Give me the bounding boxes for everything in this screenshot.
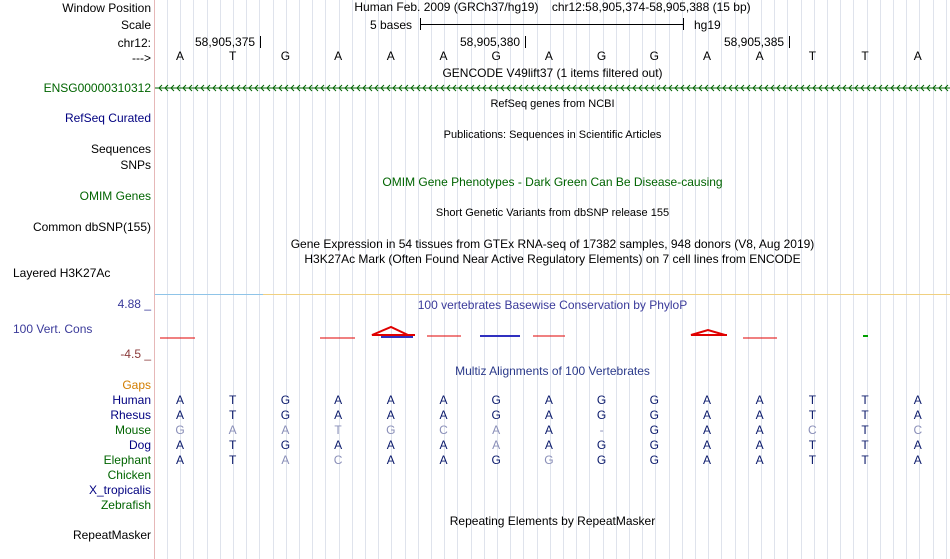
h3k27ac-signal-left [155,294,263,295]
refseq-track-title: RefSeq genes from NCBI [490,98,615,110]
alignment-base: T [861,438,869,452]
alignment-base: T [229,453,237,467]
reference-base: T [861,49,869,63]
alignment-base: G [386,423,396,437]
track-labels-panel [0,0,155,559]
alignment-base: A [544,408,553,422]
omim-label[interactable]: OMIM Genes [79,189,151,203]
alignment-base: A [439,438,448,452]
scale-label: Scale [120,18,151,32]
refseq-label[interactable]: RefSeq Curated [64,111,151,125]
alignment-base: A [386,393,395,407]
alignment-base: T [861,408,869,422]
alignment-base: - [599,423,604,437]
alignment-base: T [229,393,237,407]
alignment-base: T [861,393,869,407]
alignment-base: G [596,408,607,422]
h3k27ac-track-title: H3K27Ac Mark (Often Found Near Active Regulatory Elements) on 7 cell lines from ENCODE [304,252,801,266]
alignment-base: A [544,438,553,452]
alignment-base: A [439,453,448,467]
species-label-zebrafish[interactable]: Zebrafish [100,498,151,512]
alignment-base: A [755,453,764,467]
reference-base: G [491,49,501,63]
scale-bar-left-tick [420,18,421,30]
browser-track-panel[interactable] [155,0,950,559]
alignment-base: G [175,423,185,437]
gencode-track-title: GENCODE V49lift37 (1 items filtered out) [442,66,663,80]
alignment-base: A [702,393,711,407]
alignment-base: G [491,393,501,407]
reference-base: G [649,49,659,63]
cons-max-label: 4.88 _ [117,297,151,311]
alignment-base: A [702,453,711,467]
phylop-track-title: 100 vertebrates Basewise Conservation by PhyloP [417,298,688,312]
coord-2-tick [525,36,526,48]
sequences-label[interactable]: Sequences [90,142,151,156]
gaps-label[interactable]: Gaps [122,378,151,392]
alignment-base: A [334,438,343,452]
alignment-base: A [492,423,501,437]
coord-1-tick [260,36,261,48]
alignment-base: T [808,453,817,467]
alignment-base: A [913,408,922,422]
alignment-base: T [229,438,237,452]
layered-label[interactable]: Layered H3K27Ac [13,266,111,280]
species-label-dog[interactable]: Dog [128,438,151,452]
assembly-text: Human Feb. 2009 (GRCh37/hg19) [354,0,539,14]
alignment-base: G [280,393,291,407]
repeatmasker-track-title: Repeating Elements by RepeatMasker [449,514,656,528]
coord-1: 58,905,375 [195,35,256,49]
alignment-base: A [755,393,764,407]
alignment-base: C [808,423,817,437]
alignment-base: A [913,438,922,452]
species-label-rhesus[interactable]: Rhesus [110,408,151,422]
window-position-header [155,0,950,14]
alignment-base: T [861,423,869,437]
reference-base: A [334,49,343,63]
alignment-base: T [861,453,869,467]
alignment-base: G [596,393,607,407]
reference-base: G [280,49,291,63]
alignment-base: C [913,423,923,437]
alignment-base: G [596,438,607,452]
coord-3-tick [789,36,790,48]
alignment-base: T [808,408,817,422]
cons-label[interactable]: 100 Vert. Cons [13,322,93,336]
window-position-label: Window Position [62,1,151,15]
repeatmasker-label[interactable]: RepeatMasker [72,528,151,542]
gencode-gene-feature[interactable] [155,82,950,94]
alignment-base: A [386,438,395,452]
alignment-base: A [175,393,184,407]
alignment-base: A [702,408,711,422]
alignment-base: A [439,408,448,422]
reference-base: A [702,49,711,63]
alignment-base: G [280,408,291,422]
scale-db-text: hg19 [694,18,721,32]
alignment-base: A [281,423,290,437]
species-label-human[interactable]: Human [112,393,151,407]
alignment-base: A [439,393,448,407]
reference-base: T [808,49,817,63]
multiz-track-title: Multiz Alignments of 100 Vertebrates [455,364,650,378]
alignment-base: G [596,453,607,467]
alignment-base: A [755,438,764,452]
alignment-base: T [229,408,237,422]
dbsnp-track-title: Short Genetic Variants from dbSNP release 155 [435,207,670,219]
gene-id-label[interactable]: ENSG00000310312 [43,81,151,95]
coord-3: 58,905,385 [724,35,785,49]
scale-bases-text: 5 bases [370,18,413,32]
alignment-base: A [175,453,184,467]
chr-label: chr12: [117,36,151,50]
strand-arrow-label: ---> [132,51,151,65]
alignment-base: A [228,423,237,437]
omim-track-title: OMIM Gene Phenotypes - Dark Green Can Be Disease-causing [382,175,723,189]
common-snp-label[interactable]: Common dbSNP(155) [32,220,151,234]
alignment-base: G [491,453,501,467]
h3k27ac-signal-right [263,294,950,295]
alignment-base: G [491,408,501,422]
reference-base: A [175,49,184,63]
alignment-base: A [175,408,184,422]
alignment-base: G [649,393,659,407]
species-label-chicken[interactable]: Chicken [107,468,151,482]
alignment-base: T [808,438,817,452]
alignment-base: A [386,453,395,467]
alignment-base: A [281,453,290,467]
scale-bar [420,24,683,25]
alignment-base: G [544,453,554,467]
alignment-base: G [280,438,291,452]
alignment-base: A [386,408,395,422]
reference-base: A [544,49,553,63]
alignment-base: A [913,393,922,407]
coord-2: 58,905,380 [460,35,521,49]
alignment-base: G [649,408,659,422]
species-label-elephant[interactable]: Elephant [103,453,151,467]
phylop-conservation-plot[interactable] [155,320,950,350]
alignment-base: A [334,393,343,407]
alignment-base: A [544,423,553,437]
alignment-base: A [702,423,711,437]
reference-base: A [386,49,395,63]
alignment-base: T [334,423,342,437]
gtex-track-title: Gene Expression in 54 tissues from GTEx RNA-seq of 17382 samples, 948 donors (V8, Aug 2019) [290,237,815,251]
reference-base: A [913,49,922,63]
reference-base: T [229,49,237,63]
reference-base: A [439,49,448,63]
species-label-mouse[interactable]: Mouse [114,423,151,437]
snps-label[interactable]: SNPs [120,158,151,172]
alignment-base: A [334,408,343,422]
scale-bar-right-tick [683,18,684,30]
alignment-base: T [808,393,817,407]
alignment-base: A [492,438,501,452]
species-label-xtropicalis[interactable]: X_tropicalis [88,483,151,497]
alignment-base: A [913,453,922,467]
alignment-base: G [649,438,659,452]
position-text: chr12:58,905,374-58,905,388 (15 bp) [551,0,751,14]
alignment-base: G [649,453,659,467]
alignment-base: G [649,423,659,437]
cons-min-label: -4.5 _ [120,347,151,361]
alignment-base: A [544,393,553,407]
publications-track-title: Publications: Sequences in Scientific Articles [443,129,662,141]
alignment-base: A [755,408,764,422]
alignment-base: A [755,423,764,437]
alignment-base: A [702,438,711,452]
alignment-base: C [439,423,448,437]
reference-base: A [755,49,764,63]
reference-base: G [596,49,607,63]
alignment-base: C [333,453,343,467]
alignment-base: A [175,438,184,452]
